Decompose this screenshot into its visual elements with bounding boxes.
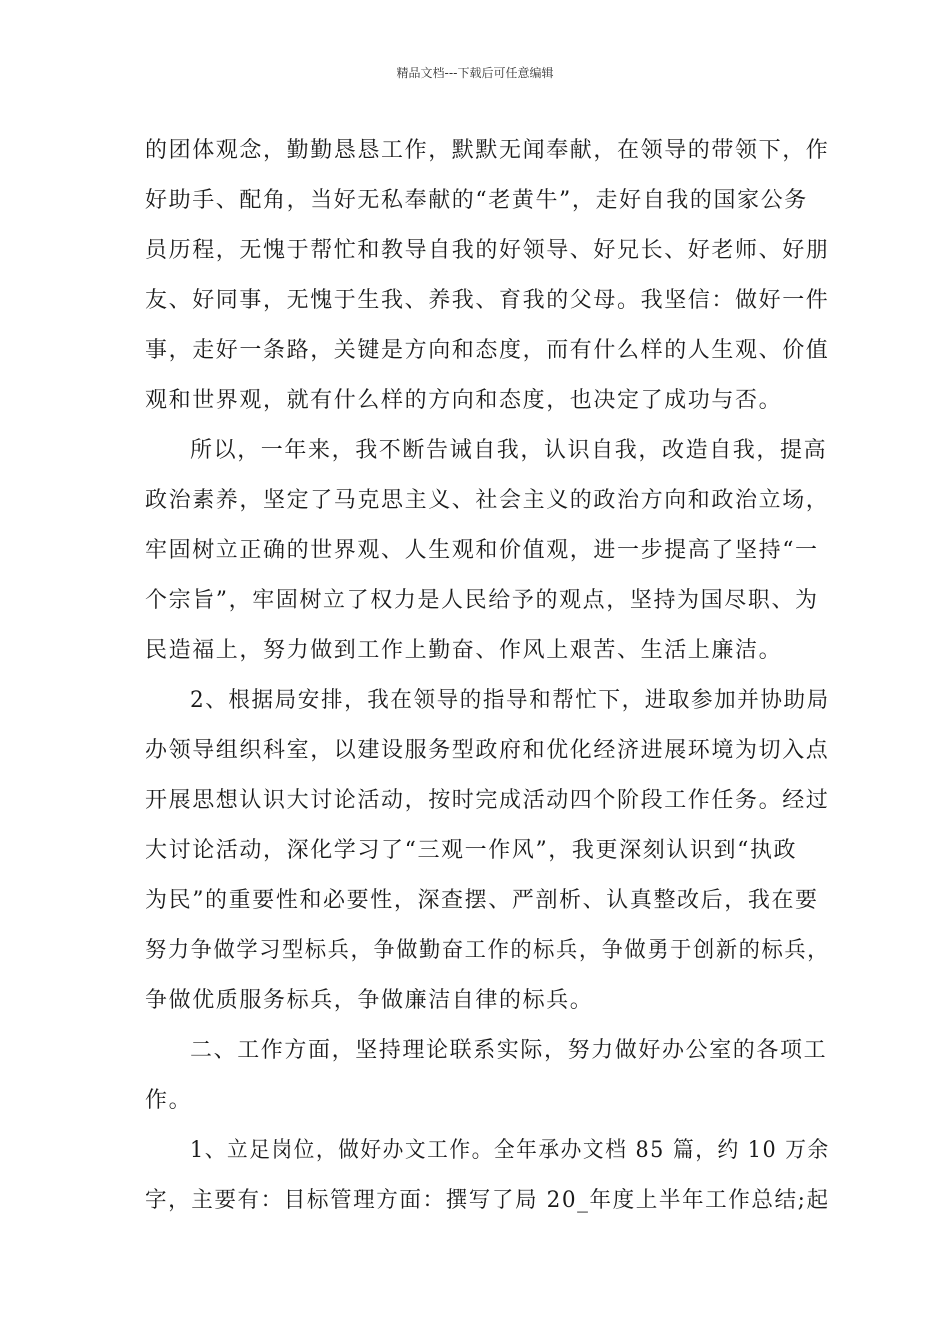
text-line: 观和世界观，就有什么样的方向和态度，也决定了成功与否。 [145, 388, 783, 413]
text-line: 员历程，无愧于帮忙和教导自我的好领导、好兄长、好老师、好朋 [145, 238, 830, 263]
text-line: 个宗旨”，牢固树立了权力是人民给予的观点，坚持为国尽职、为 [145, 588, 819, 613]
text-line: 2、根据局安排，我在领导的指导和帮忙下，进取参加并协助局 [190, 688, 830, 713]
text-line: 努力争做学习型标兵，争做勤奋工作的标兵，争做勇于创新的标兵， [145, 938, 831, 963]
text-line: 牢固树立正确的世界观、人生观和价值观，进一步提高了坚持“一 [145, 538, 819, 563]
text-line: 办领导组织科室，以建设服务型政府和优化经济进展环境为切入点 [145, 738, 830, 763]
text-line: 友、好同事，无愧于生我、养我、育我的父母。我坚信：做好一件 [145, 288, 830, 313]
text-line: 大讨论活动，深化学习了“三观一作风”，我更深刻认识到“执政 [145, 838, 798, 863]
text-line: 1、立足岗位，做好办文工作。全年承办文档 85 篇，约 10 万余 [190, 1138, 830, 1163]
text-line: 事，走好一条路，关键是方向和态度，而有什么样的人生观、价值 [145, 338, 830, 363]
text-line: 的团体观念，勤勤恳恳工作，默默无闻奉献，在领导的带领下，作 [145, 138, 830, 163]
text-line: 民造福上，努力做到工作上勤奋、作风上艰苦、生活上廉洁。 [145, 638, 783, 663]
page-header: 精品文档---下载后可任意编辑 [396, 66, 554, 80]
text-line: 争做优质服务标兵，争做廉洁自律的标兵。 [145, 988, 594, 1013]
text-line: 二、工作方面，坚持理论联系实际，努力做好办公室的各项工 [190, 1038, 828, 1063]
text-line: 作。 [145, 1088, 193, 1113]
text-line: 政治素养，坚定了马克思主义、社会主义的政治方向和政治立场， [145, 488, 830, 513]
text-line: 好助手、配角，当好无私奉献的“老黄牛”，走好自我的国家公务 [145, 188, 808, 213]
text-line: 为民”的重要性和必要性，深查摆、严剖析、认真整改后，我在要 [145, 888, 819, 913]
text-line: 所以，一年来，我不断告诫自我，认识自我，改造自我，提高 [190, 438, 828, 463]
text-line: 字，主要有：目标管理方面：撰写了局 20_年度上半年工作总结;起 [145, 1188, 830, 1213]
text-line: 开展思想认识大讨论活动，按时完成活动四个阶段工作任务。经过 [145, 788, 830, 813]
